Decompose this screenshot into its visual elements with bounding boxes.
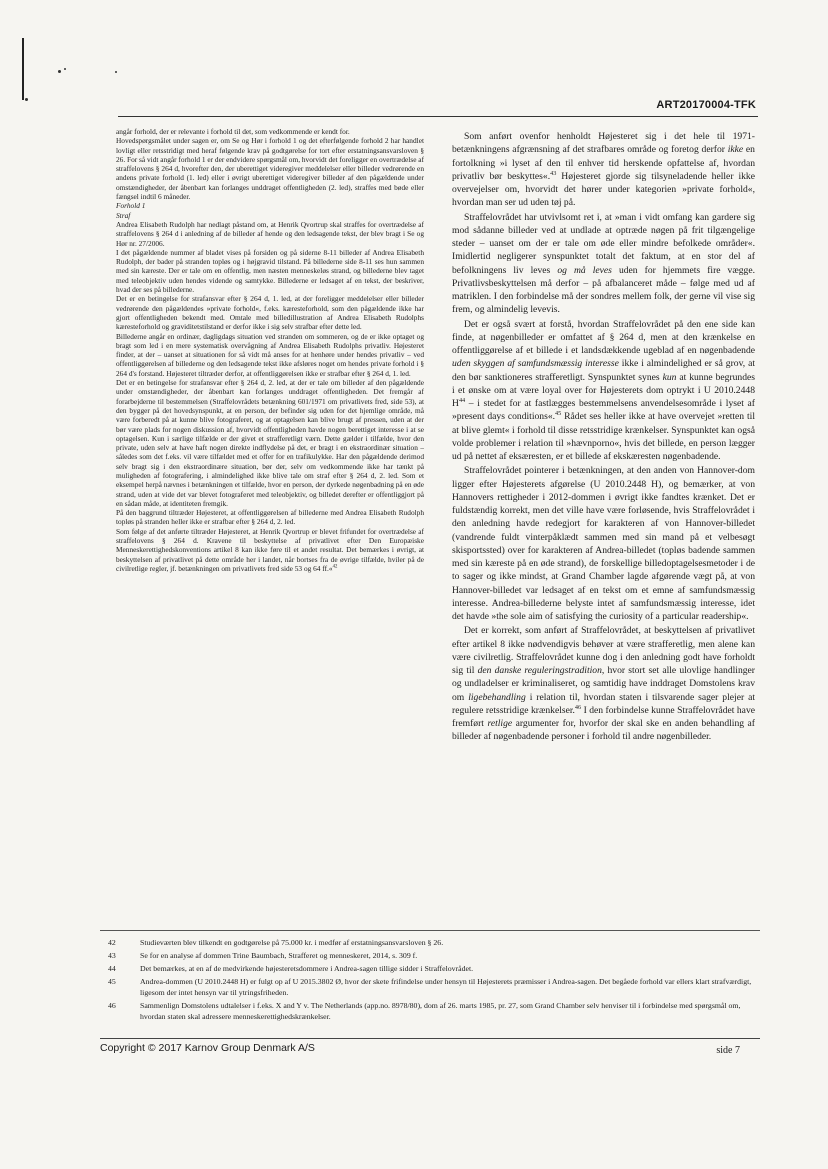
footnote-number: 44 <box>108 964 116 973</box>
footnote-ref: 44 <box>458 396 466 404</box>
scan-speck <box>115 71 117 73</box>
footnote-ref: 42 <box>332 564 338 570</box>
section-heading: Forhold 1 <box>116 201 146 211</box>
section-heading: Straf <box>116 210 131 220</box>
paragraph: I det pågældende nummer af bladet vises på forsiden og på siderne 8-11 billeder af Andrea Elisabeth Rudolph, der bader på stranden topløs og i højgravid tilstand. På billederne side 8-11 ses hun sammen med sin kæreste. Der er tale om en offentlig, men næsten menneskeløs strand, og billederne blev taget med teleobjektiv uden hendes vidende og samtykke. Billederne er ledsaget af en tekst, der beskriver, hvad der ses på billederne. <box>116 247 424 295</box>
paragraph: Straffelovrådet har utvivlsomt ret i, at »man i vidt omfang kan gardere sig mod sådanne billeder ved at undlade at optræde nøgen på frit tilgængelige steder – uanset om der er tale om øde eller mindre befolkede områder«. Imidlertid negligerer synspunktet totalt det faktum, at en stor del af befolkningens liv leves og må leves uden for hjemmets fire vægge. Privatlivsbeskyttelsen må derfor – på afbalanceret måde – følge med ud af matriklen. I den forbindelse må der sondres mellem folk, der gerne vil vise sig frem, og almindelig levevis. <box>452 211 755 316</box>
paragraph: Andrea Elisabeth Rudolph har nedlagt påstand om, at Henrik Qvortrup skal straffes for overtrædelse af straffelovens § 264 d i anledning af de billeder af hende og den ledsagende tekst, der blev bragt i Se og Hør nr. 27/2006. <box>116 219 424 248</box>
footnote-text: Det bemærkes, at en af de medvirkende højesteretsdommere i Andrea-sagen tillige sidder i Straffelovrådet. <box>140 964 474 973</box>
paragraph: Det er en betingelse for strafansvar efter § 264 d, 2. led, at der er tale om billeder af den pågældende under omstændigheder, der åbenbart kan forlanges unddraget offentligheden. Det fremgår af forarbejderne til bestemmelsen (Straffelovrådets betænkning 601/1971 om privatlivets fred, side 53), at den bygger på det hovedsynspunkt, at en person, der befinder sig uden for det hjemlige område, må være forberedt på at kunne blive fotograferet, og at optagelsen kan blive brugt af pressen, uden at der bør være plads for nogen diskussion af, hvorvidt offentligheden havde nogen berettiget interesse i at se optagelsen. Kun i særlige tilfælde er der givet et strafferetligt værn. Dette gælder i tilfælde, hvor den private, uden selv at have haft nogen direkte indflydelse på det, er bragt i en ekstraordinær situation – således som det f.eks. vil være tilfældet med et offer for en trafikulykke. Har den pågældende derimod selv bragt sig i den ekstraordinære situation, bør der, selv om vedkommende ikke har tænkt på muligheden af fotografering, i almindelighed ikke blive tale om straf efter § 264 d, 2. led. Som et eksempel herpå nævnes i betænkningen et tilfælde, hvor en person, der dyrkede nøgenbadning på en øde strand, uden at vide det var blevet fotograferet med teleobjektiv, og billedet derefter er offentliggjort på en sådan måde, at identiteten fremgik. <box>116 378 424 508</box>
paragraph: Billederne angår en ordinær, dagligdags situation ved stranden om sommeren, og de er ikke optaget og bragt som led i en mere systematisk overvågning af Andrea Elisabeth Rudolphs privatliv. Højesteret finder, at der – uanset at situationen for så vidt må anses for at henhøre under hendes privatliv – ved offentliggørelsen af billederne og den ledsagende tekst ikke afsløres noget om hendes private forhold i § 264 d's forstand. Højesteret tiltræder derfor, at offentliggørelsen ikke er strafbar efter § 264 d, 1. led. <box>116 331 424 378</box>
paragraph: Hovedspørgsmålet under sagen er, om Se og Hør i forhold 1 og det efterfølgende forhold 2 har handlet lovligt eller retsstridigt med heraf følgende krav på godtgørelse for tort efter erstatningsansvarsloven § 26. For så vidt angår forhold 1 er der endvidere spørgsmål om, hvorvidt det foreligger en overtrædelse af straffelovens § 264 d, hvorefter den, der uberettiget videregiver meddelelser eller billeder vedrørende en andens private forhold (1. led) eller i øvrigt uberettiget videregiver billeder af den pågældende under omstændigheder, der åbenbart kan forlanges unddraget offentligheden (2. led), straffes med bøde eller fængsel indtil 6 måneder. <box>116 136 424 202</box>
paragraph: Det er også svært at forstå, hvordan Straffelovrådet på den ene side kan finde, at nøgenbilleder er omfattet af § 264 d, men at den krænkelse en offentliggørelse af et billede i et landsdækkende ugeblad af en nøgenbadende uden skyggen af samfundsmæssig interesse ikke i almindelighed er så grov, at den bør sanktioneres strafferetligt. Synspunktet synes kun at kunne begrundes i et ønske om at være loyal over for Højesterets dom optrykt i U 2010.2448 $H^{44}$ – i stedet for at fastlægges bestemmelsens anvendelsesområde i lyset af »present days conditions«.$^{45}$ Rådet ses heller ikke at have overvejet »retten til at blive glemt« i forhold til disse retsstridige krænkelser. Synspunktet kan også volde problemer i relation til »hævnporno«, hvis det billede, en person lægger ud på nettet af eksæresten, er et billede af ekskæresten nøgenbadende. <box>452 318 755 462</box>
footnote-text: Andrea-dommen (U 2010.2448 H) er fulgt op af U 2015.3802 Ø, hvor der skete frifindelse under hensyn til Højesterets præmisser i Andrea-sagen. Det begåede forhold var ellers klart strafværdigt, ligesom der intet hensyn var til ytringsfriheden. <box>140 977 752 997</box>
paragraph: På den baggrund tiltræder Højesteret, at offentliggørelsen af billederne med Andrea Elisabeth Rudolph topløs på stranden heller ikke er strafbar efter § 264 d, 2. led. <box>116 508 424 527</box>
scan-speck <box>58 70 61 73</box>
footnote <box>108 950 758 961</box>
footnote <box>108 1000 758 1022</box>
footnote-number: 45 <box>108 977 116 986</box>
paragraph: Som anført ovenfor henholdt Højesteret sig i det hele til 1971-betænkningens afgrænsning af det strafbares område og foretog derfor ikke en fortolkning »i lyset af den til enhver tid herskende opfattelse af, hvordan privatliv bør beskyttes«.$^{43}$ Højesteret gjorde sig tilsyneladende heller ikke overvejelser om, hvorvidt det hører under kategorien »private forhold«, hvordan man ser ud uden tøj på. <box>452 131 755 209</box>
paragraph: Det er en betingelse for strafansvar efter § 264 d, 1. led, at der foreligger meddelelser eller billeder vedrørende den pågældendes »private forhold«, f.eks. kæresteforhold, som den pågældende ikke har gjort offentligheden bekendt med. Omtale med billedillustration af Andrea Elisabeth Rudolphs kæresteforhold og graviditetstilstand er derfor ikke i sig selv strafbar efter dette led. <box>116 294 424 332</box>
footnote-ref: 46 <box>574 703 582 711</box>
page-number: side 7 <box>716 1045 740 1056</box>
paragraph: Straffelovrådet pointerer i betænkningen, at den anden von Hannover-dom ligger efter Højesterets afgørelse (U 2010.2448 H), og bemærker, at von Hannovers rettigheder i 2012-dommen i øvrigt ikke fandtes krænket. Det er fuldstændig korrekt, men det ville have være forløsende, hvis Straffelovrådet i den anledning havde redegjort for karakteren af von Hannover-billedet (vandrende fuldt vinterpåklædt sammen med sin mand på et velbesøgt skisportssted) over for karakteren af Andrea-billedet (topløs badende sammen med sin kæreste på en øde strand), de forskellige billedoptagelsesmetoder i de to sager og ikke mindst, at Grand Chamber lagde afgørende vægt på, at von Hannover-billedet var ledsaget af en tekst om et emne af samfundsmæssig interesse. Andrea-billederne belyste intet af samfundsmæssig interesse, idet det havde »the sole aim of satisfying the curiosity of a particular readership«. <box>452 465 755 622</box>
footnote-ref: 43 <box>550 169 557 177</box>
footnote-text: Se for en analyse af dommen Trine Baumbach, Strafferet og menneskeret, 2014, s. 309 f. <box>140 951 418 960</box>
footnote <box>108 937 758 948</box>
running-header <box>118 96 758 117</box>
paragraph: angår forhold, der er relevante i forhold til det, som vedkommende er kendt for. <box>116 127 350 136</box>
right-text-column <box>452 130 755 846</box>
footnote-separator <box>100 930 760 931</box>
footnote-number: 43 <box>108 951 116 960</box>
scan-speck <box>64 68 66 70</box>
footnote-text: Studieværten blev tilkendt en godtgørelse på 75.000 kr. i medfør af erstatningsansvarsloven § 26. <box>140 938 444 947</box>
document-id: ART20170004-TFK <box>656 99 756 111</box>
footnote-number: 42 <box>108 938 116 947</box>
page-footer <box>100 1038 760 1059</box>
footnote-number: 46 <box>108 1001 116 1010</box>
copyright-notice: Copyright © 2017 Karnov Group Denmark A/S <box>100 1042 315 1054</box>
scan-margin-mark <box>22 38 24 100</box>
footnote <box>108 963 758 974</box>
paragraph: Som følge af det anførte tiltræder Højesteret, at Henrik Qvortrup er blevet frifundet for overtrædelse af straffelovens § 264 d. Kravene til beskyttelse af privatlivet efter Den Europæiske Menneskerettighedskonventions artikel 8 kan ikke føre til et andet resultat. Det bemærkes i øvrigt, at beskyttelsen af privatlivet på dette område her i landet, når bortses fra de øvrige tilfælde, hviler på de civilretlige regler, jf. betænkningen om privatlivets fred side 53 og 64 ff.«$^{42}$ <box>116 526 424 573</box>
footnotes <box>108 937 758 1024</box>
left-text-column <box>116 127 424 830</box>
paragraph: Det er korrekt, som anført af Straffelovrådet, at beskyttelsen af privatlivet efter artikel 8 ikke nødvendigvis behøver at være strafferetlig, men alene kan være civilretlig. Straffelovrådet kunne dog i den anledning godt have forholdt sig til den danske reguleringstradition, hvor stort set alle ulovlige handlinger og undladelser er kriminaliseret, og samtidig have inddraget Domstolens krav om ligebehandling i relation til, hvordan staten i tilsvarende sager plejer at regulere retsstridige krænkelser.$^{46}$ I den forbindelse kunne Straffelovrådet have fremført retlige argumenter for, hvorfor der skal ske en anden behandling af billeder af nøgenbadende personer i forhold til andre nøgenbilleder. <box>452 625 755 743</box>
footnote <box>108 976 758 998</box>
footnote-ref: 45 <box>555 410 562 418</box>
footnote-text: Sammenlign Domstolens udtalelser i f.eks. X and Y v. The Netherlands (app.no. 8978/80), dom af 26. marts 1985, pr. 27, som Grand Chamber selv henviser til i forbindelse med spørgsmål om, hvordan staten skal adressere menneskerettighedskrænkelser. <box>140 1001 741 1021</box>
scan-speck <box>25 98 28 101</box>
